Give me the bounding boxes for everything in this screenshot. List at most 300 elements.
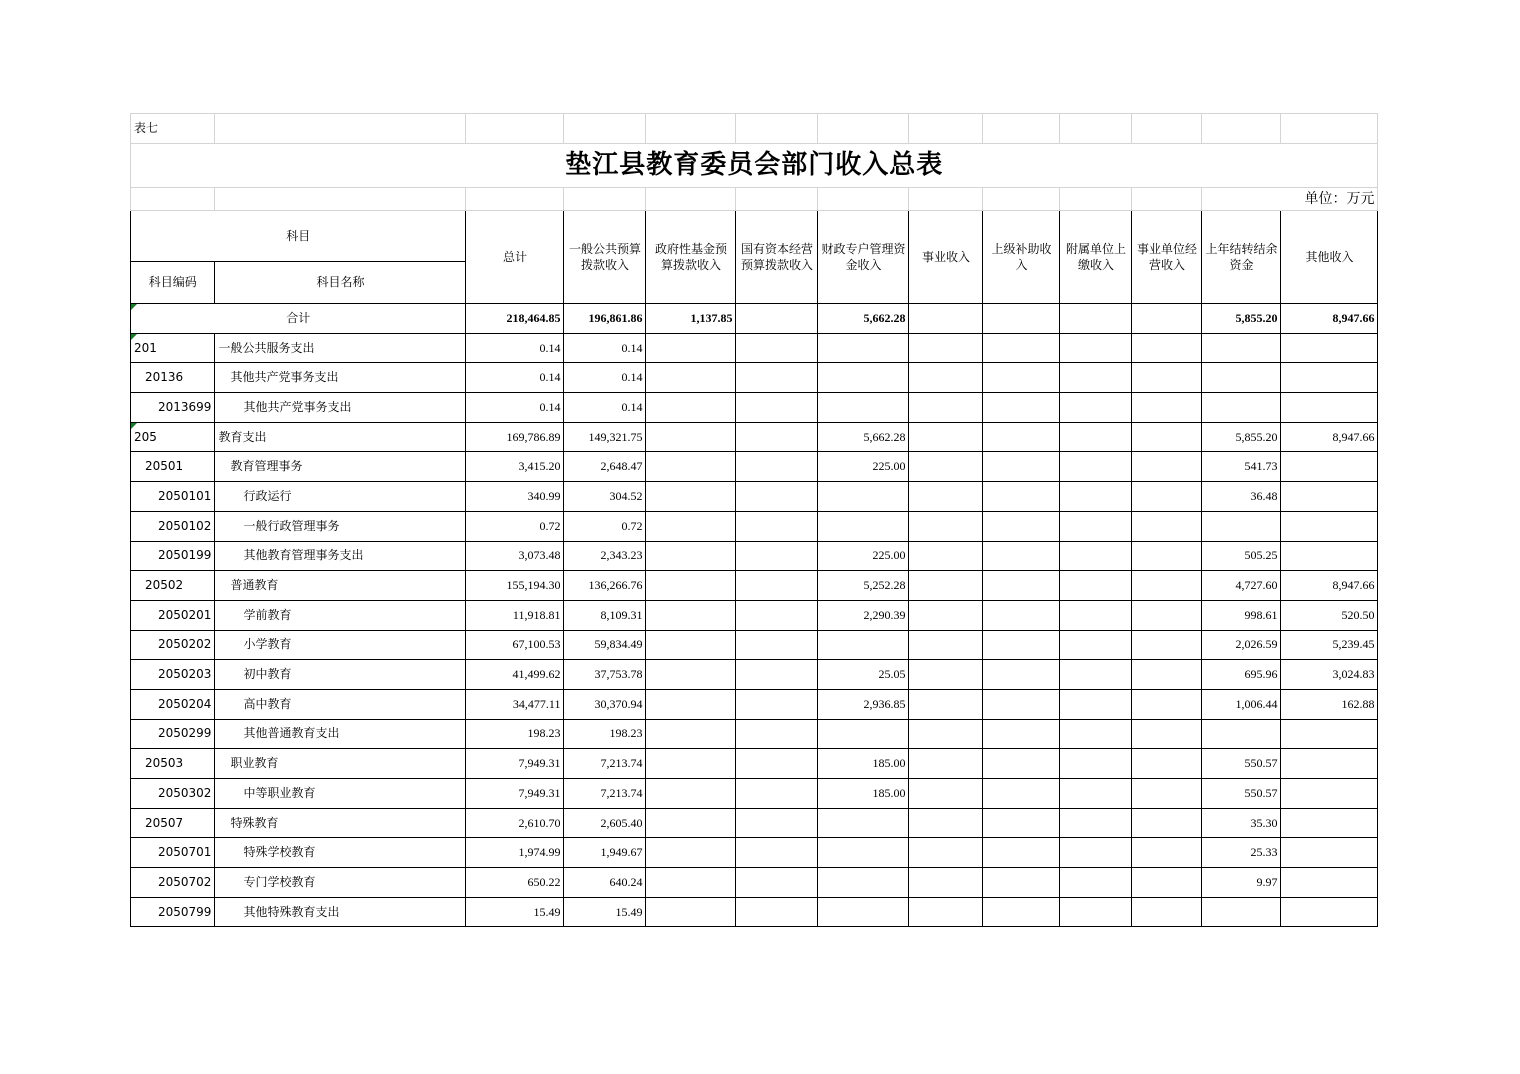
value-cell: [909, 422, 983, 452]
value-cell: [909, 630, 983, 660]
value-cell: 8,947.66: [1281, 422, 1378, 452]
table-row: [131, 719, 1378, 749]
value-cell: 0.14: [466, 333, 564, 363]
value-cell: [646, 719, 736, 749]
value-cell: [1281, 749, 1378, 779]
value-cell: [1060, 511, 1132, 541]
header-affiliated-payment: 附属单位上缴收入: [1060, 211, 1132, 304]
value-cell: 7,213.74: [564, 749, 646, 779]
value-cell: [1132, 660, 1202, 690]
total-cell: [909, 304, 983, 334]
header-superior-subsidy: 上级补助收入: [983, 211, 1060, 304]
subject-code: 2050799: [131, 897, 215, 927]
value-cell: [1132, 511, 1202, 541]
value-cell: [909, 511, 983, 541]
value-cell: 2,610.70: [466, 808, 564, 838]
value-cell: [1202, 393, 1281, 423]
value-cell: [1202, 333, 1281, 363]
value-cell: [818, 838, 909, 868]
value-cell: 2,343.23: [564, 541, 646, 571]
value-cell: [1132, 689, 1202, 719]
value-cell: [909, 482, 983, 512]
header-total: 总计: [466, 211, 564, 304]
value-cell: [1132, 897, 1202, 927]
subject-name: 普通教育: [215, 571, 466, 601]
value-cell: [646, 749, 736, 779]
value-cell: 2,026.59: [1202, 630, 1281, 660]
value-cell: 162.88: [1281, 689, 1378, 719]
value-cell: [909, 452, 983, 482]
value-cell: [909, 571, 983, 601]
value-cell: 198.23: [564, 719, 646, 749]
value-cell: 25.05: [818, 660, 909, 690]
value-cell: 1,949.67: [564, 838, 646, 868]
value-cell: 149,321.75: [564, 422, 646, 452]
value-cell: [646, 868, 736, 898]
value-cell: 2,936.85: [818, 689, 909, 719]
value-cell: 136,266.76: [564, 571, 646, 601]
unit-row: [131, 188, 1378, 211]
value-cell: [736, 571, 818, 601]
value-cell: [646, 897, 736, 927]
value-cell: [646, 600, 736, 630]
value-cell: 2,648.47: [564, 452, 646, 482]
subject-code: 20136: [131, 363, 215, 393]
value-cell: [1132, 541, 1202, 571]
value-cell: 36.48: [1202, 482, 1281, 512]
value-cell: 59,834.49: [564, 630, 646, 660]
subject-code: 205: [131, 422, 215, 452]
value-cell: [909, 393, 983, 423]
value-cell: 41,499.62: [466, 660, 564, 690]
value-cell: [983, 749, 1060, 779]
value-cell: [1202, 363, 1281, 393]
subject-name: 其他教育管理事务支出: [215, 541, 466, 571]
table-row: [131, 452, 1378, 482]
subject-name: 小学教育: [215, 630, 466, 660]
value-cell: [909, 719, 983, 749]
table-row: [131, 630, 1378, 660]
value-cell: [1132, 393, 1202, 423]
value-cell: [909, 333, 983, 363]
total-cell: [1060, 304, 1132, 334]
total-cell: 196,861.86: [564, 304, 646, 334]
value-cell: [1132, 779, 1202, 809]
header-carryover: 上年结转结余资金: [1202, 211, 1281, 304]
value-cell: [983, 719, 1060, 749]
subject-code: 2050201: [131, 600, 215, 630]
value-cell: [909, 689, 983, 719]
value-cell: [1132, 808, 1202, 838]
subject-code: 2050203: [131, 660, 215, 690]
value-cell: [646, 838, 736, 868]
total-cell: [983, 304, 1060, 334]
value-cell: [909, 897, 983, 927]
value-cell: 2,290.39: [818, 600, 909, 630]
data-rows: [131, 333, 1378, 927]
table-row: [131, 363, 1378, 393]
value-cell: [646, 482, 736, 512]
subject-name: 其他普通教育支出: [215, 719, 466, 749]
value-cell: [909, 838, 983, 868]
header-business-operation: 事业单位经营收入: [1132, 211, 1202, 304]
value-cell: [983, 779, 1060, 809]
value-cell: [736, 482, 818, 512]
value-cell: 998.61: [1202, 600, 1281, 630]
subject-name: 专门学校教育: [215, 868, 466, 898]
value-cell: 3,024.83: [1281, 660, 1378, 690]
value-cell: 541.73: [1202, 452, 1281, 482]
value-cell: 37,753.78: [564, 660, 646, 690]
table-row: [131, 511, 1378, 541]
value-cell: [983, 897, 1060, 927]
value-cell: [1132, 333, 1202, 363]
value-cell: [736, 422, 818, 452]
value-cell: [1060, 452, 1132, 482]
value-cell: [983, 571, 1060, 601]
value-cell: [736, 838, 818, 868]
subject-name: 一般公共服务支出: [215, 333, 466, 363]
revenue-table: [130, 113, 1378, 927]
value-cell: [983, 393, 1060, 423]
value-cell: [646, 452, 736, 482]
total-cell: 5,662.28: [818, 304, 909, 334]
value-cell: [736, 600, 818, 630]
value-cell: [1060, 660, 1132, 690]
value-cell: [1281, 482, 1378, 512]
table-row: [131, 897, 1378, 927]
total-cell: [736, 304, 818, 334]
subject-name: 学前教育: [215, 600, 466, 630]
value-cell: [736, 363, 818, 393]
header-business-income: 事业收入: [909, 211, 983, 304]
value-cell: [1060, 393, 1132, 423]
subject-code: 2050101: [131, 482, 215, 512]
total-row: [131, 304, 1378, 334]
value-cell: [983, 838, 1060, 868]
value-cell: [909, 808, 983, 838]
value-cell: [646, 511, 736, 541]
value-cell: 155,194.30: [466, 571, 564, 601]
value-cell: [736, 511, 818, 541]
value-cell: 0.14: [466, 393, 564, 423]
value-cell: [1060, 719, 1132, 749]
value-cell: [1060, 779, 1132, 809]
value-cell: [983, 660, 1060, 690]
table-row: [131, 422, 1378, 452]
value-cell: 9.97: [1202, 868, 1281, 898]
value-cell: 1,006.44: [1202, 689, 1281, 719]
value-cell: 3,073.48: [466, 541, 564, 571]
subject-code: 2050204: [131, 689, 215, 719]
value-cell: [646, 422, 736, 452]
value-cell: [646, 808, 736, 838]
value-cell: 640.24: [564, 868, 646, 898]
value-cell: [909, 363, 983, 393]
value-cell: [1202, 897, 1281, 927]
revenue-spreadsheet: [130, 113, 1378, 927]
table-row: [131, 482, 1378, 512]
value-cell: [983, 511, 1060, 541]
header-other-income: 其他收入: [1281, 211, 1378, 304]
value-cell: [983, 333, 1060, 363]
value-cell: [646, 630, 736, 660]
value-cell: [1060, 868, 1132, 898]
value-cell: [736, 452, 818, 482]
value-cell: 8,947.66: [1281, 571, 1378, 601]
page-title: 垫江县教育委员会部门收入总表: [131, 144, 1378, 188]
value-cell: [1132, 452, 1202, 482]
value-cell: [736, 333, 818, 363]
value-cell: [646, 779, 736, 809]
total-cell: 1,137.85: [646, 304, 736, 334]
value-cell: 30,370.94: [564, 689, 646, 719]
value-cell: [736, 660, 818, 690]
value-cell: [1132, 838, 1202, 868]
value-cell: [736, 541, 818, 571]
value-cell: [736, 749, 818, 779]
value-cell: 650.22: [466, 868, 564, 898]
header-row: [131, 211, 1378, 262]
value-cell: [1132, 363, 1202, 393]
subject-code: 20507: [131, 808, 215, 838]
subject-code: 2050702: [131, 868, 215, 898]
value-cell: [818, 511, 909, 541]
value-cell: [646, 393, 736, 423]
value-cell: [736, 808, 818, 838]
title-row: [131, 144, 1378, 188]
value-cell: [1060, 422, 1132, 452]
value-cell: 304.52: [564, 482, 646, 512]
value-cell: [736, 897, 818, 927]
value-cell: 0.14: [564, 333, 646, 363]
value-cell: [818, 482, 909, 512]
value-cell: [1132, 719, 1202, 749]
value-cell: 185.00: [818, 779, 909, 809]
value-cell: [736, 719, 818, 749]
table-row: [131, 689, 1378, 719]
value-cell: 5,855.20: [1202, 422, 1281, 452]
value-cell: 0.72: [466, 511, 564, 541]
value-cell: [736, 393, 818, 423]
value-cell: [983, 808, 1060, 838]
value-cell: [1060, 600, 1132, 630]
table-row: [131, 541, 1378, 571]
subject-name: 特殊学校教育: [215, 838, 466, 868]
value-cell: 550.57: [1202, 779, 1281, 809]
value-cell: [1060, 363, 1132, 393]
value-cell: [909, 749, 983, 779]
unit-label: 单位：万元: [1202, 188, 1378, 211]
value-cell: [1281, 779, 1378, 809]
total-cell: [1132, 304, 1202, 334]
value-cell: [818, 897, 909, 927]
table-row: [131, 660, 1378, 690]
value-cell: [909, 600, 983, 630]
value-cell: [818, 333, 909, 363]
subject-name: 高中教育: [215, 689, 466, 719]
value-cell: 169,786.89: [466, 422, 564, 452]
subject-name: 特殊教育: [215, 808, 466, 838]
value-cell: 3,415.20: [466, 452, 564, 482]
value-cell: [1132, 571, 1202, 601]
subject-name: 教育支出: [215, 422, 466, 452]
value-cell: [1060, 689, 1132, 719]
value-cell: 67,100.53: [466, 630, 564, 660]
value-cell: [1281, 838, 1378, 868]
subject-code: 20502: [131, 571, 215, 601]
value-cell: [1132, 749, 1202, 779]
value-cell: [1132, 482, 1202, 512]
subject-code: 2050102: [131, 511, 215, 541]
value-cell: [818, 808, 909, 838]
value-cell: [1060, 482, 1132, 512]
subject-name: 其他共产党事务支出: [215, 393, 466, 423]
value-cell: [818, 719, 909, 749]
value-cell: [1060, 808, 1132, 838]
table-row: [131, 600, 1378, 630]
value-cell: [1281, 363, 1378, 393]
subject-name: 其他共产党事务支出: [215, 363, 466, 393]
table-row: [131, 808, 1378, 838]
header-subject: 科目: [131, 211, 466, 262]
value-cell: 520.50: [1281, 600, 1378, 630]
value-cell: 0.72: [564, 511, 646, 541]
subject-name: 行政运行: [215, 482, 466, 512]
value-cell: 1,974.99: [466, 838, 564, 868]
value-cell: [909, 779, 983, 809]
value-cell: 8,109.31: [564, 600, 646, 630]
value-cell: [983, 600, 1060, 630]
value-cell: [1132, 630, 1202, 660]
header-special-account: 财政专户管理资金收入: [818, 211, 909, 304]
value-cell: 7,949.31: [466, 779, 564, 809]
table-label: 表七: [131, 114, 215, 144]
subject-code: 201: [131, 333, 215, 363]
table-row: [131, 779, 1378, 809]
value-cell: 0.14: [564, 393, 646, 423]
value-cell: 550.57: [1202, 749, 1281, 779]
table-row: [131, 868, 1378, 898]
value-cell: 15.49: [466, 897, 564, 927]
value-cell: 34,477.11: [466, 689, 564, 719]
value-cell: [646, 689, 736, 719]
value-cell: [646, 363, 736, 393]
value-cell: [983, 868, 1060, 898]
header-state-capital: 国有资本经营预算拨款收入: [736, 211, 818, 304]
total-cell: 218,464.85: [466, 304, 564, 334]
label-row: [131, 114, 1378, 144]
subject-name: 中等职业教育: [215, 779, 466, 809]
value-cell: [1281, 897, 1378, 927]
value-cell: [1060, 630, 1132, 660]
header-general-budget: 一般公共预算拨款收入: [564, 211, 646, 304]
value-cell: 198.23: [466, 719, 564, 749]
value-cell: 5,252.28: [818, 571, 909, 601]
value-cell: 695.96: [1202, 660, 1281, 690]
value-cell: [909, 660, 983, 690]
value-cell: [983, 541, 1060, 571]
table-row: [131, 393, 1378, 423]
value-cell: [646, 660, 736, 690]
value-cell: 0.14: [564, 363, 646, 393]
subject-name: 其他特殊教育支出: [215, 897, 466, 927]
value-cell: [736, 689, 818, 719]
subject-code: 2050302: [131, 779, 215, 809]
value-cell: 2,605.40: [564, 808, 646, 838]
subject-code: 2050701: [131, 838, 215, 868]
value-cell: [1132, 868, 1202, 898]
subject-code: 2050202: [131, 630, 215, 660]
value-cell: 505.25: [1202, 541, 1281, 571]
value-cell: [1202, 511, 1281, 541]
value-cell: [736, 630, 818, 660]
value-cell: [1281, 868, 1378, 898]
subject-code: 2050299: [131, 719, 215, 749]
value-cell: [1060, 571, 1132, 601]
subject-code: 20501: [131, 452, 215, 482]
value-cell: [1060, 333, 1132, 363]
value-cell: 0.14: [466, 363, 564, 393]
value-cell: 340.99: [466, 482, 564, 512]
value-cell: [1281, 393, 1378, 423]
subject-name: 职业教育: [215, 749, 466, 779]
value-cell: [1060, 897, 1132, 927]
value-cell: [983, 482, 1060, 512]
value-cell: [736, 868, 818, 898]
subject-name: 一般行政管理事务: [215, 511, 466, 541]
subject-name: 初中教育: [215, 660, 466, 690]
value-cell: [646, 571, 736, 601]
value-cell: 225.00: [818, 541, 909, 571]
value-cell: 7,213.74: [564, 779, 646, 809]
value-cell: 35.30: [1202, 808, 1281, 838]
value-cell: [646, 541, 736, 571]
subject-code: 2050199: [131, 541, 215, 571]
value-cell: [1202, 719, 1281, 749]
value-cell: [818, 363, 909, 393]
total-cell: 8,947.66: [1281, 304, 1378, 334]
value-cell: 11,918.81: [466, 600, 564, 630]
value-cell: [983, 689, 1060, 719]
value-cell: [909, 541, 983, 571]
total-label: 合计: [131, 304, 466, 334]
value-cell: [1281, 808, 1378, 838]
value-cell: [1281, 511, 1378, 541]
table-row: [131, 838, 1378, 868]
subject-name: 教育管理事务: [215, 452, 466, 482]
value-cell: [1281, 719, 1378, 749]
value-cell: 25.33: [1202, 838, 1281, 868]
value-cell: 5,239.45: [1281, 630, 1378, 660]
value-cell: [983, 452, 1060, 482]
value-cell: [818, 393, 909, 423]
header-code: 科目编码: [131, 262, 215, 304]
value-cell: [1060, 541, 1132, 571]
value-cell: 225.00: [818, 452, 909, 482]
value-cell: [983, 363, 1060, 393]
total-cell: 5,855.20: [1202, 304, 1281, 334]
value-cell: [1132, 600, 1202, 630]
subject-code: 2013699: [131, 393, 215, 423]
subject-code: 20503: [131, 749, 215, 779]
value-cell: [1060, 838, 1132, 868]
table-row: [131, 749, 1378, 779]
value-cell: 185.00: [818, 749, 909, 779]
table-row: [131, 571, 1378, 601]
value-cell: [818, 868, 909, 898]
value-cell: 4,727.60: [1202, 571, 1281, 601]
